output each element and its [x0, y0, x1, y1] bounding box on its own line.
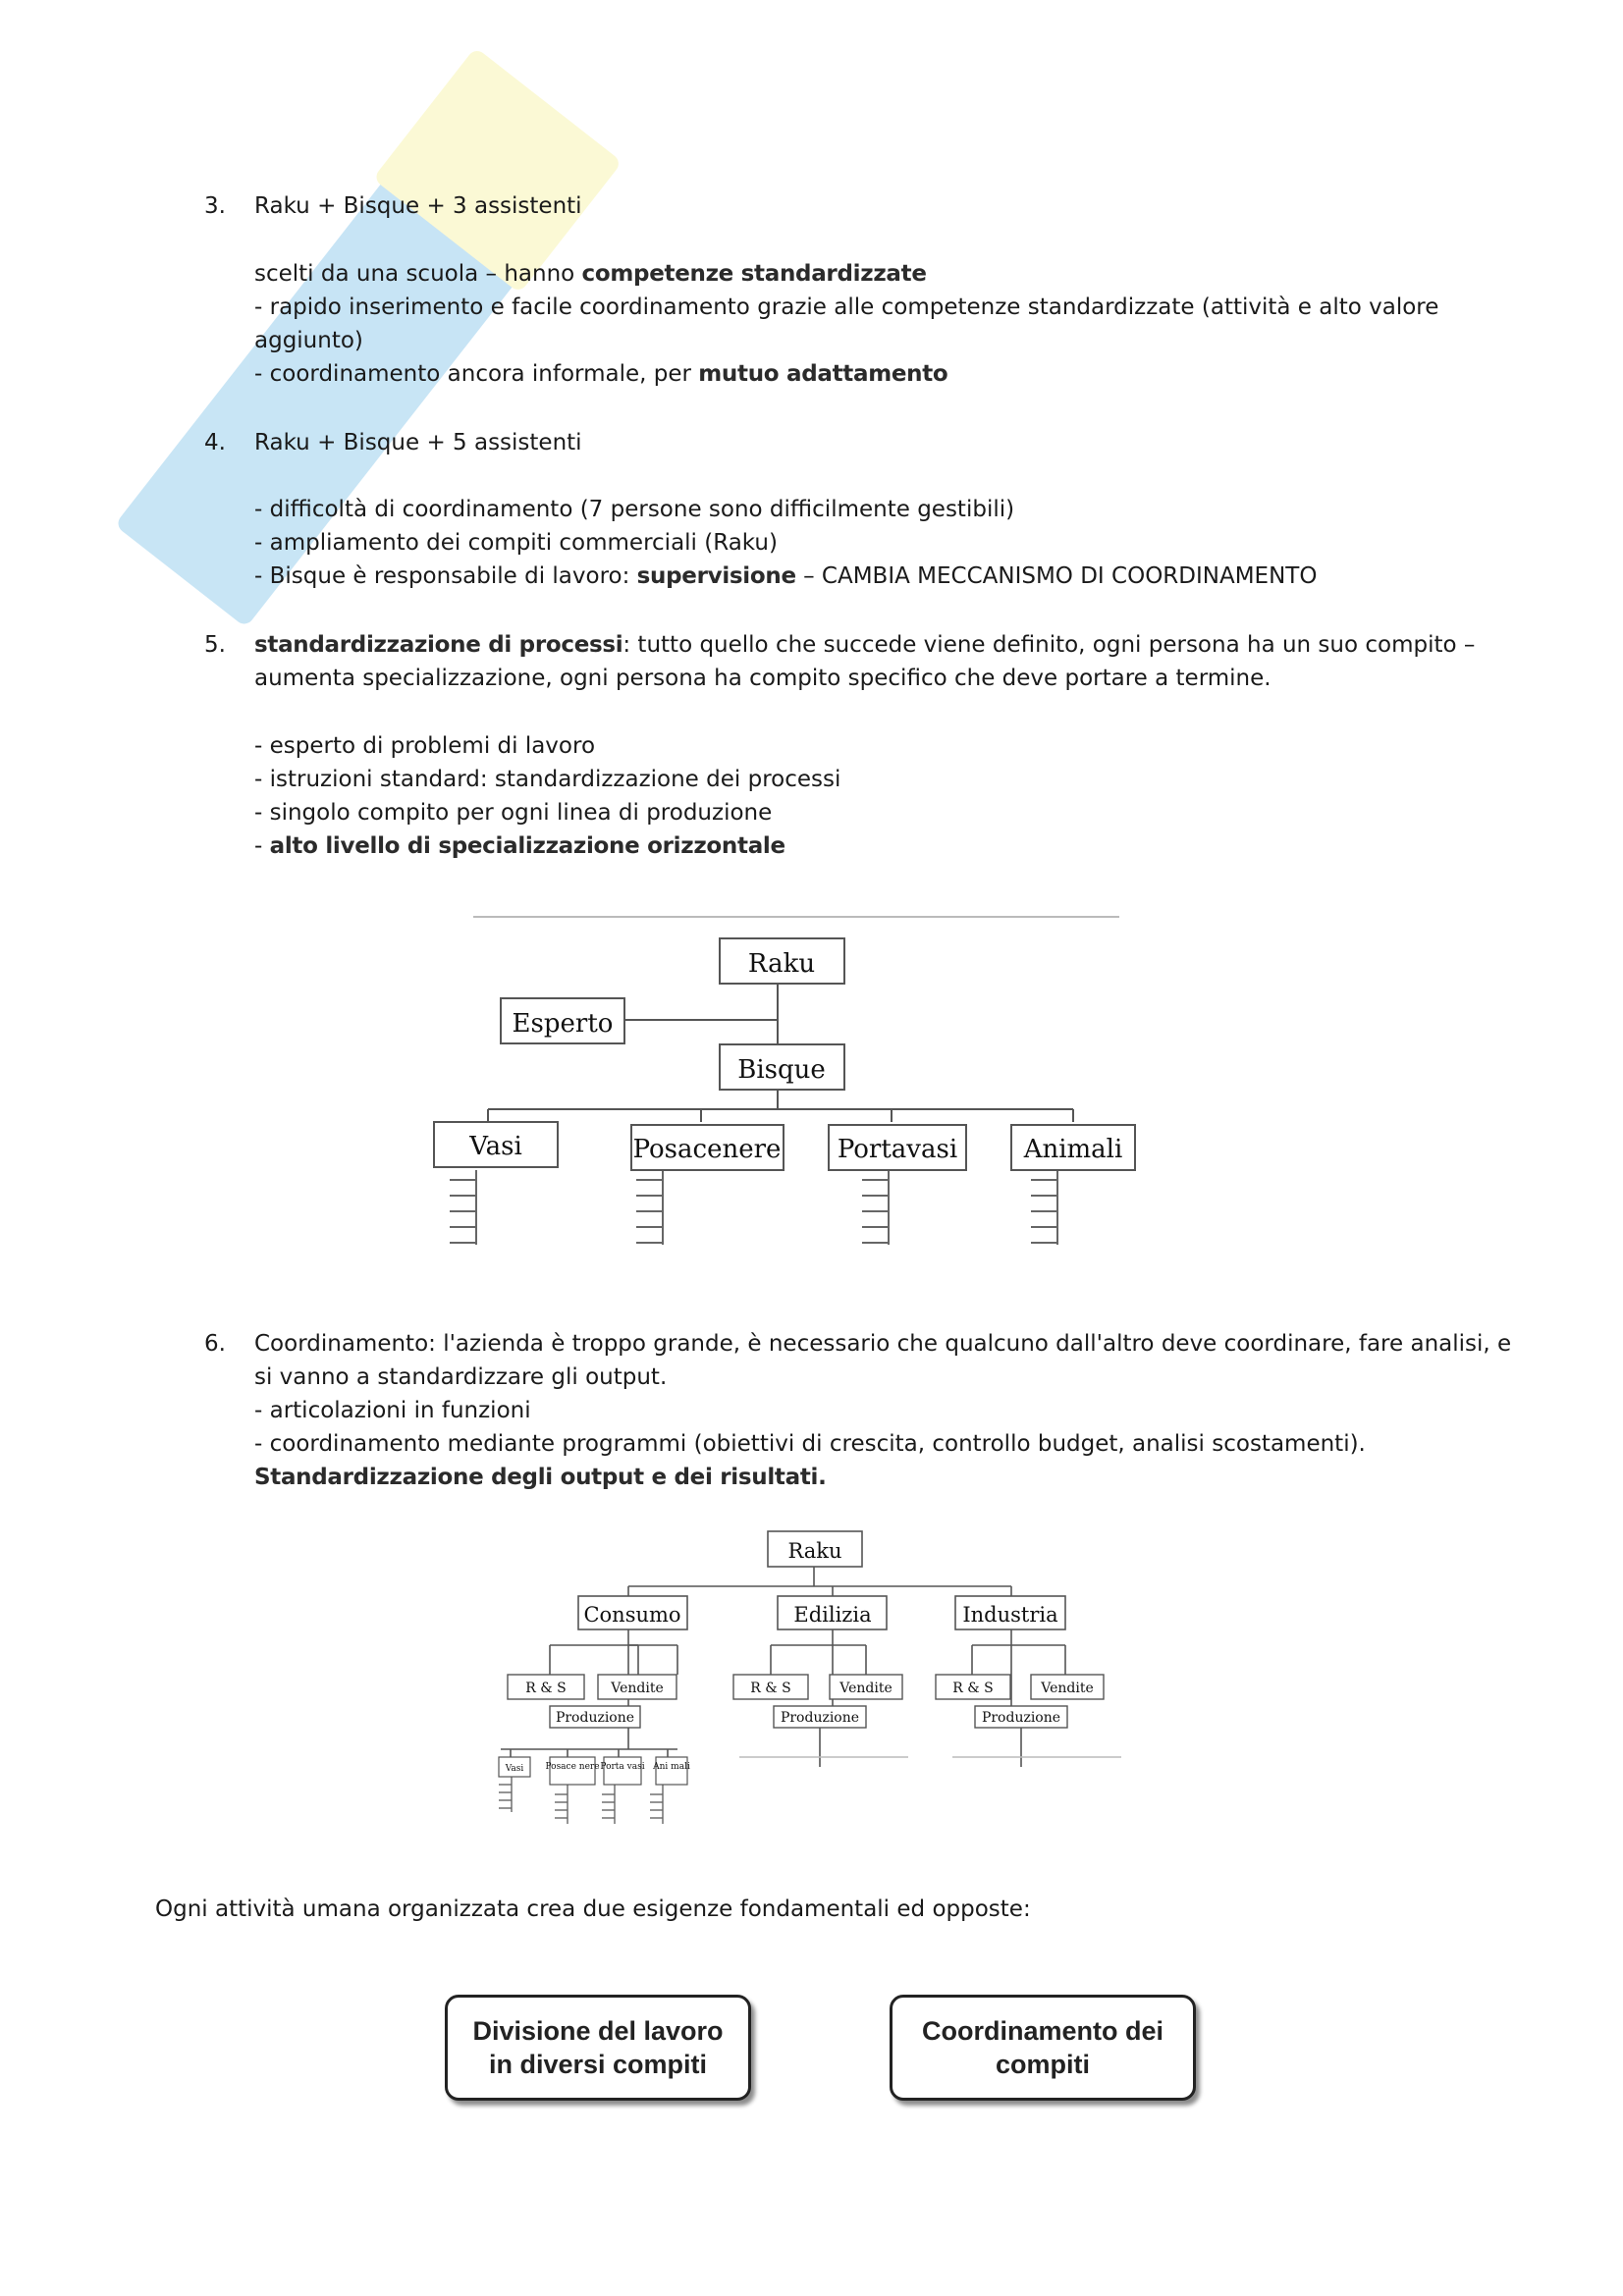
diagram2-label-vendite: Vendite [611, 1681, 664, 1696]
callout-divisione-line-1: Divisione del lavoro [472, 2016, 724, 2046]
callout-coordinamento-line-1: Coordinamento dei [921, 2016, 1163, 2046]
text-span: - [254, 833, 270, 859]
highlight-competenze: competenze standardizzate [581, 261, 927, 287]
highlight-standardizzazione: standardizzazione di processi [254, 632, 623, 658]
text-span: - coordinamento ancora informale, per [254, 361, 699, 387]
diagram2-label-portavasi: Porta vasi [600, 1762, 645, 1772]
diagram2-label-rs: R & S [952, 1681, 994, 1696]
diagram2-label-posacenere: Posace nere [545, 1762, 600, 1772]
diagram2-line-animali [652, 1757, 690, 1785]
diagram2-box-raku [768, 1531, 862, 1567]
section-5-line-3: - esperto di problemi di lavoro [254, 733, 596, 759]
diagram2-edilizia-produzione [774, 1706, 866, 1728]
diagram2-label-produzione: Produzione [981, 1710, 1061, 1726]
highlight-output: Standardizzazione degli output e dei risultati. [254, 1465, 827, 1490]
diagram2-box-consumo [578, 1596, 687, 1629]
text-span: - Bisque è responsabile di lavoro: [254, 563, 637, 589]
diagram2-consumo-rs [508, 1675, 584, 1699]
section-6-line-2: si vanno a standardizzare gli output. [254, 1364, 668, 1390]
highlight-supervisione: supervisione [636, 563, 796, 589]
section-5-number: 5. [204, 632, 226, 658]
diagram2-industria-rs [936, 1675, 1010, 1699]
diagram1-label-posacenere: Posacenere [632, 1135, 782, 1164]
section-4-number: 4. [204, 430, 226, 455]
diagram2-box-edilizia [778, 1596, 887, 1629]
diagram1-label-portavasi: Portavasi [837, 1135, 958, 1164]
closing-sentence: Ogni attività umana organizzata crea due esigenze fondamentali ed opposte: [155, 1896, 1031, 1922]
section-3-title: Raku + Bisque + 3 assistenti [254, 193, 582, 219]
diagram2-edilizia-rs [733, 1675, 808, 1699]
diagram2-label-raku: Raku [787, 1539, 842, 1563]
callout-coordinamento [890, 1995, 1196, 2101]
diagram1-label-vasi: Vasi [469, 1132, 522, 1161]
text-span: scelti da una scuola – hanno [254, 261, 582, 287]
diagram2-label-industria: Industria [962, 1603, 1058, 1627]
section-6-number: 6. [204, 1331, 226, 1357]
callout-divisione [445, 1995, 751, 2101]
diagram2-box-industria [955, 1596, 1065, 1629]
section-5-line-5: - singolo compito per ogni linea di produzione [254, 800, 773, 826]
section-3-number: 3. [204, 193, 226, 219]
diagram2-label-rs: R & S [750, 1681, 791, 1696]
diagram2-industria-vendite [1031, 1675, 1104, 1699]
section-6-line-1: Coordinamento: l'azienda è troppo grande, è necessario che qualcuno dall'altro deve coordinare, fare analisi, e [254, 1331, 1512, 1357]
section-4-line-1: - difficoltà di coordinamento (7 persone sono difficilmente gestibili) [254, 497, 1015, 522]
callout-coordinamento-text [922, 2014, 1163, 2081]
diagram2-label-consumo: Consumo [583, 1603, 681, 1627]
text-span: – CAMBIA MECCANISMO DI COORDINAMENTO [795, 563, 1318, 589]
diagram2-label-vasi: Vasi [505, 1764, 524, 1774]
section-5-line-2: aumenta specializzazione, ogni persona ha compito specifico che deve portare a termine. [254, 666, 1271, 691]
diagram2-label-rs: R & S [525, 1681, 567, 1696]
diagram2-line-vasi [499, 1757, 530, 1777]
diagram2-edilizia-vendite [830, 1675, 902, 1699]
highlight-mutuo: mutuo adattamento [698, 361, 948, 387]
section-3-line-3: aggiunto) [254, 328, 363, 353]
diagram2-label-edilizia: Edilizia [793, 1603, 872, 1627]
section-6-line-3: - articolazioni in funzioni [254, 1398, 531, 1423]
callout-coordinamento-line-2: compiti [995, 2050, 1090, 2079]
section-6-line-4: - coordinamento mediante programmi (obiettivi di crescita, controllo budget, analisi scostamenti). [254, 1431, 1366, 1457]
diagram2-label-vendite: Vendite [839, 1681, 893, 1696]
diagram2-industria-produzione [975, 1706, 1067, 1728]
diagram2-consumo-vendite [598, 1675, 676, 1699]
diagram1-label-bisque: Bisque [737, 1055, 826, 1085]
diagram2-line-portavasi [600, 1757, 644, 1785]
section-3-line-2: - rapido inserimento e facile coordinamento grazie alle competenze standardizzate (attività e alto valore [254, 294, 1439, 320]
callout-divisione-text [472, 2014, 723, 2081]
diagram2-label-produzione: Produzione [555, 1710, 635, 1726]
section-4-title: Raku + Bisque + 5 assistenti [254, 430, 582, 455]
diagram1-label-animali: Animali [1023, 1135, 1123, 1164]
diagram2-consumo-produzione [550, 1706, 640, 1728]
diagram2-label-vendite: Vendite [1041, 1681, 1094, 1696]
callout-divisione-line-2: in diversi compiti [488, 2050, 708, 2079]
section-5-line-4: - istruzioni standard: standardizzazione dei processi [254, 767, 841, 792]
highlight-specializzazione: alto livello di specializzazione orizzontale [269, 833, 785, 859]
diagram1-label-esperto: Esperto [512, 1009, 614, 1039]
diagram2-line-posacenere [545, 1757, 599, 1785]
diagram2-label-animali: Ani mali [653, 1762, 690, 1772]
diagram2-label-produzione: Produzione [780, 1710, 860, 1726]
text-span: : tutto quello che succede viene definito, ogni persona ha un suo compito – [622, 632, 1476, 658]
diagram1-label-raku: Raku [747, 949, 816, 979]
section-4-line-2: - ampliamento dei compiti commerciali (Raku) [254, 530, 778, 556]
